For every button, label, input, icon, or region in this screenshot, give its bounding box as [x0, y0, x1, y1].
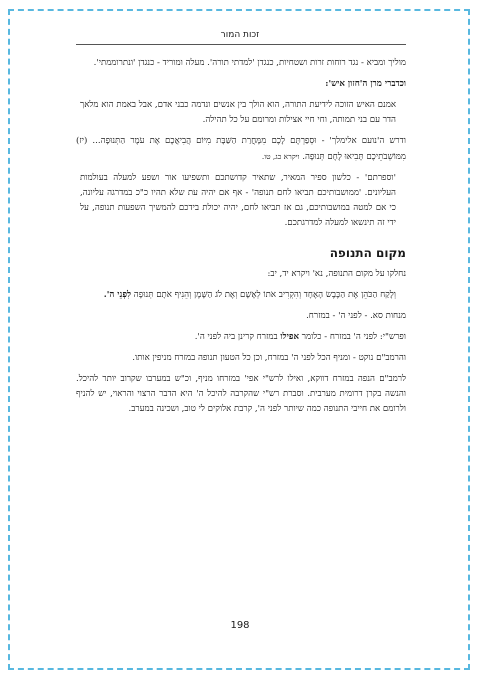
running-header: זכות המור [220, 30, 260, 40]
paragraph-rashi [76, 330, 406, 345]
verse-reference: ויקרא כג, טו. [261, 152, 300, 161]
paragraph-6: נחלקו על מקום התנופה, נא' ויקרא יד, יב: [267, 269, 406, 279]
verse-text: ודרש ה'נועם אלימלך' - וּסְפַרְתֶּם לָכֶם מִמָּחֳרַת הַשַּׁבָּת מִיּוֹם הֲבִיאֲכֶם אֶת עֹמֶר הַתְּנוּפָה... (יז) מִמּוֹשְׁבֹתֵיכֶם תָּבִיאוּ לֶחֶם תְּנוּפָה. [76, 136, 406, 162]
rashi-bold: אפילו [280, 332, 300, 342]
verse-bold: לִפְנֵי ה'. [103, 290, 132, 300]
paragraph-conclusion: לרמב"ם הנפה במזרח דווקא, ואילו לרש"י אפי' במזרחו מניף, וכ"ש במערבו שקרוב יותר להיכל. והנשה בקרן דרומית מערבית. וסברת רש"י שהקרבה להיכל ה' היא הדבר הרצוי והראוי, יש להניף ולרומם את חייבי התנופה כמה שיותר לפני ה', קרבת אלוקים לי טוב, ושכינה במערב. [76, 374, 406, 414]
paragraph-1: מוליך ומביא - נגד רוחות זרות ושטחיות, כנגדן 'למדתי תורה'. מעלה ומוריד - כנגדן 'ונתרוממתי'. [93, 58, 406, 68]
paragraph-2: וכדברי מרן ה'חזון איש': [325, 79, 406, 89]
paragraph-rambam: והרמב"ם נוקט - ומניף הכל לפני ה' במזרח, וכן כל הטעון תנופה במזרח מניפין אותו. [132, 353, 406, 363]
verse-body: וְלָקַח הַכֹּהֵן אֶת הַכֶּבֶשׂ הָאֶחָד וְהִקְרִיב אֹתוֹ לְאָשָׁם וְאֶת לֹג הַשָּׁמֶן וְהֵנִיף אֹתָם תְּנוּפָה [133, 290, 396, 300]
header-rule [76, 44, 406, 45]
page-content [76, 56, 406, 423]
page-number: 198 [230, 620, 250, 631]
rashi-pre: ופרש"י: לפני ה' במזרח - כלומר [301, 332, 406, 342]
paragraph-noam-elimelech [76, 134, 406, 165]
quote-explanation: 'וספרתם' - כלשון ספיר המאיר, שתאיר קדושתכם ותשפיעו אור ושפע למעלה בעולמות העליונים. 'ממושבותיכם תביאו לחם תנופה' - אף אם יהיה עת שלא תהיו כ"כ במדרגה עליונה, כי אם למטה במושבותיכם, גם אז תביאו לחם, יהיה יכולת בידכם להמשיך השפעות תנופה, על ידי זה תינשאו למעלה למדרגתכם. [80, 173, 396, 228]
verse-quote [76, 288, 406, 303]
quote-chazon-ish: אמנם האיש הזוכה לידיעת התורה, הוא הולך בין אנשים ונדמה כבני אדם, אבל באמת הוא מלאך הדר עם בני תמותה, וחי חיי אצילות ומרומם על כל תהילה. [80, 100, 396, 125]
rashi-post: במזרח קרינן ביה לפני ה'. [194, 332, 278, 342]
section-title: מקום התנופה [329, 246, 406, 260]
paragraph-menachot: מנחות סא. - לפני ה' - במזרח. [306, 311, 406, 321]
